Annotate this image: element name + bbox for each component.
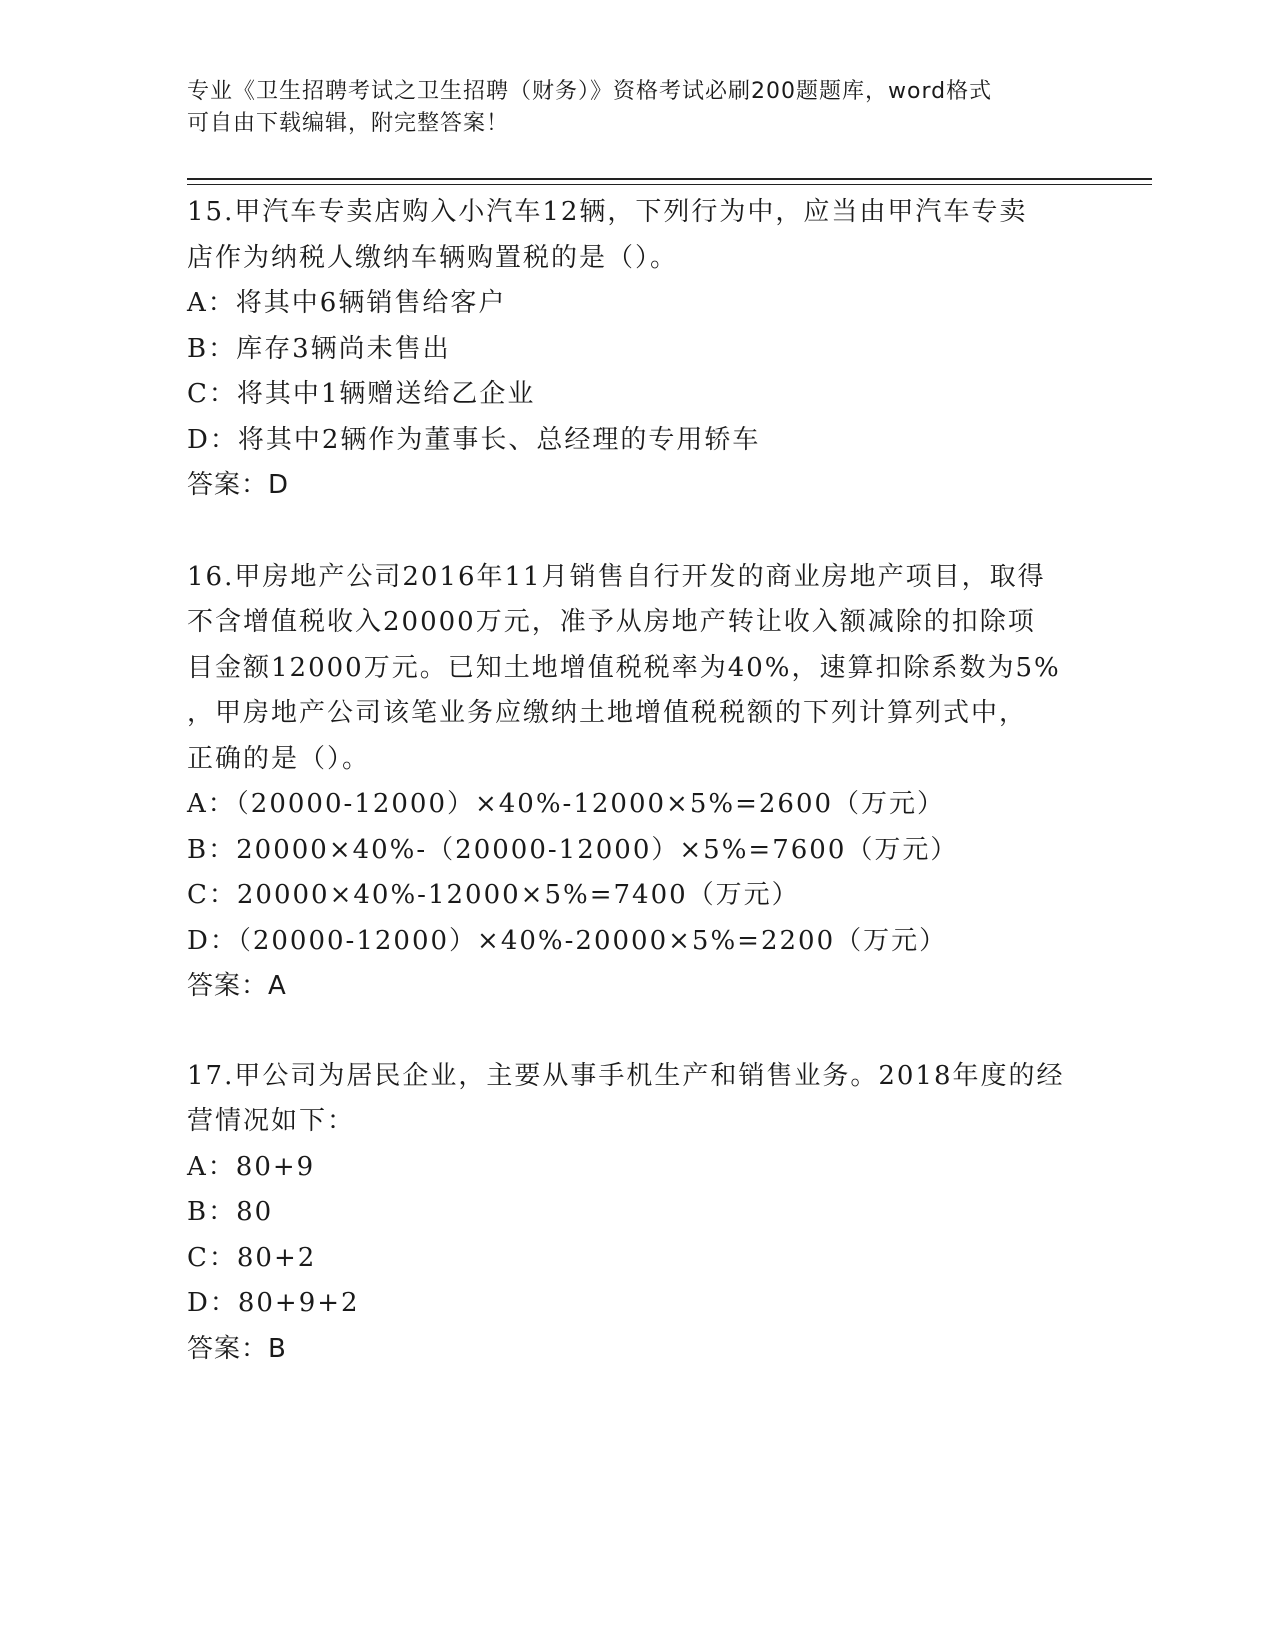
option-a: A：（20000-12000）×40%-12000×5%=2600（万元） [187, 789, 946, 819]
document-header [187, 76, 1087, 140]
question-stem-line: 正确的是（）。 [187, 743, 371, 774]
question-stem-line: 营情况如下： [187, 1106, 356, 1136]
question-stem-line: 17.甲公司为居民企业，主要从事手机生产和销售业务。2018年度的经 [187, 1060, 1065, 1091]
option-d: D：（20000-12000）×40%-20000×5%=2200（万元） [187, 925, 948, 956]
option-b: B：20000×40%-（20000-12000）×5%=7600（万元） [187, 834, 959, 865]
question-stem-line: 店作为纳税人缴纳车辆购置税的是（）。 [187, 242, 679, 273]
question-stem-line: 16.甲房地产公司2016年11月销售自行开发的商业房地产项目，取得 [187, 561, 1046, 592]
option-c: C：20000×40%-12000×5%=7400（万元） [187, 880, 800, 910]
header-divider-thin [187, 184, 1152, 185]
answer-label: 答案：B [187, 1333, 287, 1364]
question-stem-line: ，甲房地产公司该笔业务应缴纳土地增值税税额的下列计算列式中， [187, 698, 1028, 728]
answer-label: 答案：D [187, 470, 290, 500]
option-d: D：将其中2辆作为董事长、总经理的专用轿车 [187, 424, 761, 455]
question-15 [187, 190, 1087, 509]
question-stem-line: 15.甲汽车专卖店购入小汽车12辆，下列行为中，应当由甲汽车专卖 [187, 197, 1028, 227]
option-b: B：80 [187, 1197, 274, 1227]
question-16 [187, 555, 1087, 1010]
question-list [187, 190, 1087, 1372]
option-c: C：80+2 [187, 1242, 317, 1273]
option-d: D：80+9+2 [187, 1288, 360, 1318]
option-a: A：将其中6辆销售给客户 [187, 288, 507, 318]
option-a: A：80+9 [187, 1151, 316, 1182]
option-c: C：将其中1辆赠送给乙企业 [187, 379, 536, 409]
header-line-1: 专业《卫生招聘考试之卫生招聘（财务）》资格考试必刷200题题库，word格式 [187, 79, 993, 104]
header-divider-thick [187, 178, 1152, 180]
answer-label: 答案：A [187, 971, 287, 1001]
question-spacer [187, 1010, 1087, 1054]
question-stem-line: 不含增值税收入20000万元，准予从房地产转让收入额减除的扣除项 [187, 607, 1036, 637]
header-line-2: 可自由下载编辑，附完整答案！ [187, 111, 510, 136]
question-stem-line: 目金额12000万元。已知土地增值税税率为40%，速算扣除系数为5% [187, 652, 1061, 683]
option-b: B：库存3辆尚未售出 [187, 333, 451, 364]
question-spacer [187, 509, 1087, 555]
question-17 [187, 1054, 1087, 1373]
